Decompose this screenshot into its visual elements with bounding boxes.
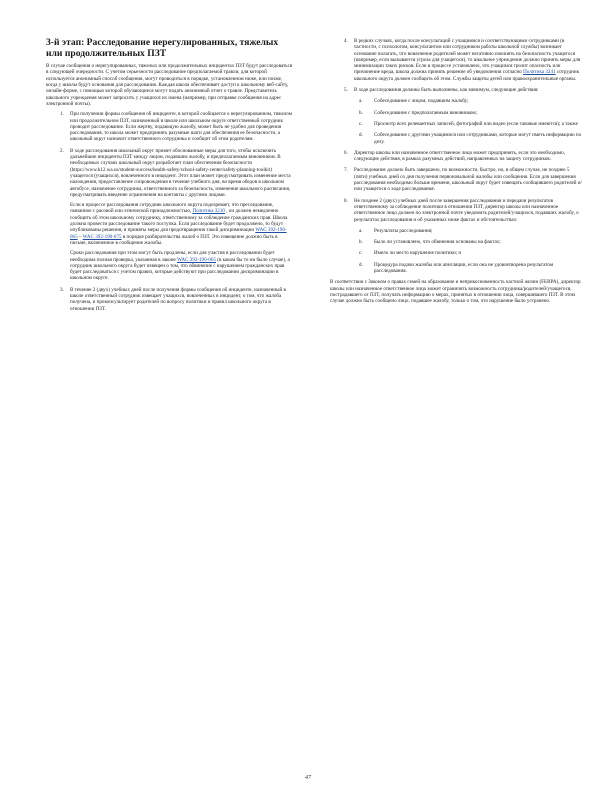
section-heading: 3-й этап: Расследование нерегулированных, тяжелых или продолжительных ПЗТ <box>46 37 279 59</box>
closing-paragraph: В соответствии с Законом о правах семей на образование и неприкосновенность частной жизни (FERPA), директор школы или назначенное ответственное лицо может ограничить возможность сотрудника/родителей/учащегося, пострадавшего от ПЗТ, получать информацию о мерах, принятых в отношении лица, совершившего ПЗТ. В этом случае должно быть сообщено лицо, подавшее жалобу, только о том, что нарушение было устранено. <box>330 279 581 305</box>
paragraph: Если в процессе расследования сотрудник школьного округа подозревает, что преследование, связанное с расовой или этнической принадлежностью, Политика 3210 , он должен немедленно сообщить об этом школьному сотруднику, ответственному за соблюдение гражданских прав. Школа должна провести расследование такого поступка. Если расследование будет продолжено, то будут опубликованы решения, и приняты меры для предотвращения такой дискриминации WAC 392-190-065 – WAC 392-190-075 в порядке разбирательства жалоб о ПЗТ. Это извещение должно быть в письме, включенное в сообщение жалобы. <box>70 202 288 246</box>
list-item: 1. При получении формы сообщения об инциденте, в которой сообщается о нерегулированном, тяжелом или продолжительном ПЗТ, назначенный в школе или школьном округе ответственный сотрудник проводит расследование. Если жертву, подающую жалобу, может быть не удобно для проведения расследования, то школа может предпринять разумные шаги для обеспечения ее безопасности, а школьный округ назначит ответственного сотрудника и сообщит об этом родителям. <box>60 111 292 143</box>
wac-link[interactable]: WAC 392-190-065 <box>177 256 216 263</box>
list-item: 8. Не позднее 2 (двух) учебных дней после завершения расследования и передачи результатов ответственному за соблюдение политики в отношении ПЗТ, директор школы или назначенное ответственное лицо должен по электронной почте уведомить родителей/учащихся, подавших жалобу, о результатах расследования и об указанных ниже фактах и обстоятельствах: <box>344 197 579 223</box>
right-column <box>330 38 584 309</box>
sub-list-item: c. Имело ли место нарушение политики; и <box>359 250 462 257</box>
paragraph: Сроки расследования при этом могут быть продлены, если для участия в расследовании будет необходима полная проверка, указанная в законе WAC 392-190-065 (в каком бы то ни было случае), а сотрудник школьного округа будет извещен о том, что обвинение с нарушением гражданских прав будет расследоваться с учетом правил, которые действуют при расследовании дискриминации в школьном округе. <box>70 250 290 282</box>
policy-link[interactable]: Политика 3210 <box>192 208 225 215</box>
sub-list-item: c. Просмотр всех релевантных записей, фотографий или видео (если таковые имеются); а также <box>359 120 578 127</box>
list-item: 7. Расследование должно быть завершено, по возможности, быстро, но, в общем случае, не позднее 5 (пяти) учебных дней со дня получения первоначальной жалобы или сообщения. Если для завершения расследования необходимо больше времени, школьный округ будет извещать сообщившего родителей и/или учащегося о ходе расследования. <box>344 167 582 193</box>
wac-link[interactable]: WAC 392-190-075 <box>82 233 122 240</box>
page-number: 47 <box>305 775 311 781</box>
sub-list-item: d. Процедура подачи жалобы или апелляции, если она не удовлетворена результатом расследования. <box>359 261 554 275</box>
sub-list-item: d. Собеседование с другими учащимися или сотрудниками, которые могут иметь информацию по делу. <box>359 132 582 145</box>
sub-list-item: b. Собеседование с предполагаемым виновником; <box>359 109 478 116</box>
list-item: 5. В ходе расследования должны быть выполнены, как минимум, следующие действия: <box>344 87 539 94</box>
policy-link[interactable]: Политика 3241 <box>523 69 556 76</box>
sub-list-item: a. Результаты расследования; <box>359 227 433 234</box>
list-item: 3. В течение 2 (двух) учебных дней после получения формы сообщения об инциденте, назначенный в школе ответственный сотрудник извещает учащихся, вовлеченных в инцидент, о том, что жалоба получена, и проконсультирует родителей по вопросу политики и правил школьного округа в отношении ПЗТ. <box>60 286 286 312</box>
left-column <box>46 38 294 317</box>
wac-link[interactable]: WAC 392-190-065 <box>70 227 287 240</box>
list-item: 2. В ходе расследования школьный округ примет обоснованные меры для того, чтобы исключить дальнейшие инциденты ПЗТ между лицом, подавшим жалобу, и предполагаемым виновником. В необходимых случаях школьный округ разработает план обеспечения безопасности (https://www.k12.wa.us/student-success/health-safety/school-safety-center/safety-planning-toolkit) учащегося (учащихся), вовлеченного в инцидент. Этот план может предусматривать изменение места нахождения, предоставление сопровождения в течение учебного дня, во время обедов в школьном автобусе, назначение сотрудника, ответственного за безопасность, изменение школьного расписания, предусматривать введение ограничения на контакты с другими лицами. Если в процессе расследования сотрудник школьного округа подозревает, что преследование, связанное с расовой или этнической принадлежностью, Политика 3210 , он должен немедленно сообщить об этом школьному сотруднику, ответственному за соблюдение гражданских прав. Школа должна провести расследование такого поступка. Если расследование будет продолжено, то будут опубликованы решения, и приняты меры для предотвращения такой дискриминации WAC 392-190-065 – WAC 392-190-075 в порядке разбирательства жалоб о ПЗТ. Это извещение должно быть в письме, включенное в сообщение жалобы. Сроки расследования при этом могут быть продлены, если для участия в расследовании будет необходима полная проверка, указанная в законе WAC 392-190-065 (в каком бы то ни было случае), а сотрудник школьного округа будет извещен о том, что обвинение с нарушением гражданских прав будет расследоваться с учетом правил, которые действуют при расследовании дискриминации в школьном округе. <box>46 148 294 282</box>
list-item: 4. В редких случаях, когда после консультаций с учащимися и соответствующими сотрудниками (в частности, с психологом, консультантом или сотрудником работы школьной службы) возникает основание полагать, что вовлечение родителей может негативно повлиять на безопасность учащегося (например, если вызывается угроза для учащегося), то школьное учреждение должно принять меры для минимизации таких рисков. Если в процессе установлено, что учащимся грозит опасность или причинение вреда, школа должна принять решение об уведомлении согласно Политика 3241 сотрудник школьного округа должен сообщить об этом. Службы защиты детей или правоохранительные органы. <box>344 38 581 82</box>
intro-paragraph: В случае сообщения о нерегулированных, тяжелых или продолжительных инцидентах ПЗТ будут расследоваться в следующей очередности. С учетом серьезности расследование предполагаемой травли, для которой используется анонимный способ сообщения, могут проводиться в порядке, установленном ниже, или позже, когда у школы будут основания для расследования. Каждая школа обеспечивает доступ к школьному веб-сайту, онлайн-форме, с помощью которой обучающиеся могут подать анонимный отчет о травле. Представитель школьного учреждения может запросить у учащихся их имена (например, при отправке сообщения на адрес электронной почты). <box>46 63 293 107</box>
list-item: 6. Директор школы или назначенное ответственное лицо может предпринять, если это необходимо, следующие действия, в рамках разумных действий, направленных на защиту сотрудников. <box>344 149 565 163</box>
sub-list-item: a. Собеседование с лицом, подавшим жалобу; <box>359 98 469 105</box>
sub-list-item: b. Было ли установлено, что обвинения основаны на фактах; <box>359 239 501 246</box>
